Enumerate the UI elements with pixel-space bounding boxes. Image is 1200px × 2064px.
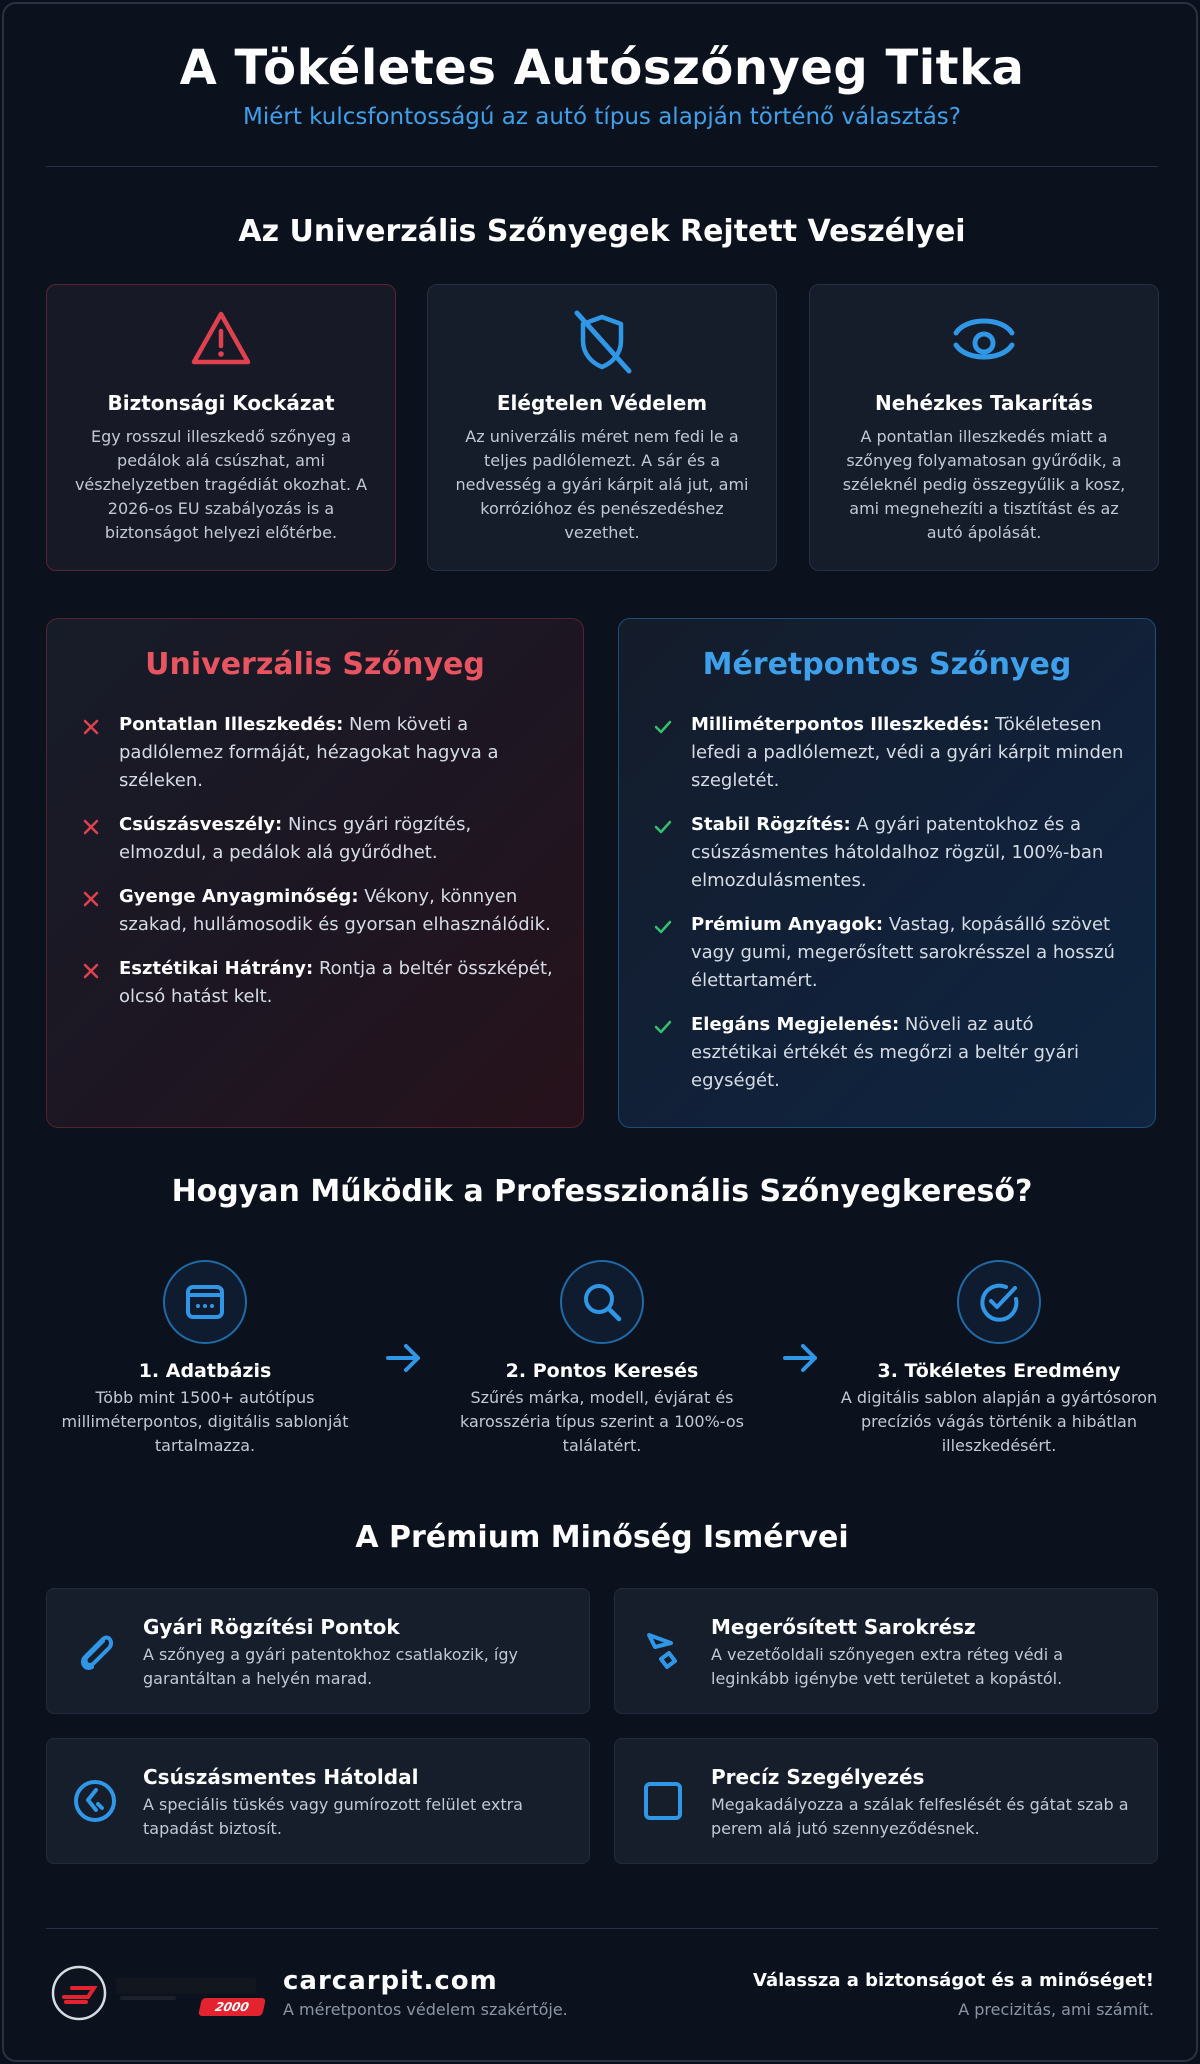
header-divider [46, 166, 1158, 167]
item-text: Vastag, kopásálló szövet vagy gumi, megerősített sarokrésszel a hosszú élettartamért. [691, 914, 1115, 991]
risk-card-protection [427, 284, 777, 571]
risk-text: A pontatlan illeszkedés miatt a szőnyeg folyamatosan gyűrődik, a széleknél pedig összegyűlik a kosz, ami megnehezíti a tisztítást és az autó ápolását. [842, 427, 1126, 542]
check-circle-icon [957, 1260, 1041, 1344]
arrow-right-icon [781, 1340, 821, 1380]
feature-text: Megakadályozza a szálak felfeslését és gátat szab a perem alá jutó szennyeződésnek. [711, 1795, 1129, 1838]
shield-off-icon [428, 309, 776, 373]
feature-title: Precíz Szegélyezés [711, 1765, 925, 1789]
search-icon [560, 1260, 644, 1344]
item-label: Milliméterpontos Illeszkedés: [691, 714, 990, 735]
feature-text: A vezetőoldali szőnyegen extra réteg védi a leginkább igénybe vett területet a kopástól. [711, 1645, 1064, 1688]
step-title: 2. Pontos Keresés [505, 1360, 699, 1382]
brand-tagline: A méretpontos védelem szakértője. [283, 2000, 568, 2019]
feature-title: Gyári Rögzítési Pontok [143, 1615, 400, 1639]
cross-icon [81, 717, 101, 737]
item-label: Csúszásveszély: [119, 814, 283, 835]
footer-divider [46, 1928, 1158, 1929]
risk-card-cleaning [809, 284, 1159, 571]
item-text: Vékony, könnyen szakad, hullámosodik és gyorsan elhasználódik. [119, 886, 551, 935]
custom-mat-list [653, 711, 1125, 1111]
process-section-title: Hogyan Működik a Professzionális Szőnyegkereső? [171, 1174, 1033, 1209]
page-subtitle: Miért kulcsfontosságú az autó típus alapján történő választás? [243, 104, 961, 130]
step-title: 1. Adatbázis [138, 1360, 272, 1382]
risk-text: Az univerzális méret nem fedi le a teljes padlólemezt. A sár és a nedvesség a gyári kárpit alá jut, ami korrózióhoz és penészedéshez vezethet. [455, 427, 749, 542]
item-label: Stabil Rögzítés: [691, 814, 851, 835]
logo-emblem [50, 1964, 108, 2022]
list-item [653, 811, 1125, 895]
list-item [653, 911, 1125, 995]
square-border-icon [639, 1777, 687, 1825]
warning-icon [47, 309, 395, 373]
item-label: Esztétikai Hátrány: [119, 958, 314, 979]
item-text: Tökéletesen lefedi a padlólemezt, védi a gyári kárpit minden szegletét. [691, 714, 1124, 791]
feature-card [614, 1738, 1158, 1864]
feature-card [46, 1738, 590, 1864]
database-icon [163, 1260, 247, 1344]
risk-title: Elégtelen Védelem [496, 391, 708, 415]
item-text: A gyári patentokhoz és a csúszásmentes hátoldalhoz rögzül, 100%-ban elmozdulásmentes. [691, 814, 1104, 891]
arrow-right-icon [384, 1340, 424, 1380]
list-item [653, 711, 1125, 795]
step-title: 3. Tökéletes Eredmény [877, 1360, 1121, 1382]
risks-section-title: Az Univerzális Szőnyegek Rejtett Veszélyei [238, 214, 966, 249]
list-item [81, 711, 553, 795]
feature-text: A speciális tüskés vagy gumírozott felület extra tapadást biztosít. [143, 1795, 523, 1838]
step-text: A digitális sablon alapján a gyártósoron precíziós vágás történik a hibátlan illeszkedésért. [840, 1388, 1158, 1455]
brand-name: carcarpit.com [283, 1966, 498, 1996]
page-title: A Tökéletes Autószőnyeg Titka [179, 40, 1025, 96]
item-text: Rontja a beltér összképét, olcsó hatást kelt. [119, 958, 553, 1007]
custom-mat-title: Méretpontos Szőnyeg [702, 647, 1072, 682]
feature-card [46, 1588, 590, 1714]
grip-icon [71, 1777, 119, 1825]
paperclip-icon [71, 1627, 119, 1675]
custom-mat-card [618, 618, 1156, 1128]
item-label: Gyenge Anyagminőség: [119, 886, 359, 907]
item-text: Növeli az autó esztétikai értékét és megőrzi a beltér gyári egységét. [691, 1014, 1080, 1091]
check-icon [653, 817, 673, 837]
risk-text: Egy rosszul illeszkedő szőnyeg a pedálok alá csúszhat, ami vészhelyzetben tragédiát okozhat. A 2026-os EU szabályozás is a biztonságot helyezi előtérbe. [74, 427, 368, 542]
feature-title: Megerősített Sarokrész [711, 1615, 976, 1639]
item-label: Pontatlan Illeszkedés: [119, 714, 344, 735]
list-item [81, 883, 553, 939]
infographic-page [2, 2, 1198, 2062]
logo-badge: 2000 [198, 1998, 266, 2016]
list-item [81, 955, 553, 1011]
step-text: Több mint 1500+ autótípus milliméterpontos, digitális sablonját tartalmazza. [61, 1388, 349, 1455]
check-icon [653, 717, 673, 737]
risk-card-safety [46, 284, 396, 571]
item-text: Nem követi a padlólemez formáját, hézagokat hagyva a széleken. [119, 714, 499, 791]
risk-title: Nehézkes Takarítás [875, 391, 1093, 415]
universal-mat-list [81, 711, 553, 1027]
feature-text: A szőnyeg a gyári patentokhoz csatlakozik, így garantáltan a helyén marad. [143, 1645, 518, 1688]
check-icon [653, 1017, 673, 1037]
footer-cta-sub: A precizitás, ami számít. [958, 2000, 1154, 2019]
footer-cta: Válassza a biztonságot és a minőséget! [753, 1970, 1154, 1991]
quality-section-title: A Prémium Minőség Ismérvei [355, 1520, 849, 1555]
cross-icon [81, 961, 101, 981]
feature-title: Csúszásmentes Hátoldal [143, 1765, 419, 1789]
item-text: Nincs gyári rögzítés, elmozdul, a pedálok alá gyűrődhet. [119, 814, 472, 863]
step-text: Szűrés márka, modell, évjárat és karosszéria típus szerint a 100%-os találatért. [460, 1388, 744, 1455]
item-label: Elegáns Megjelenés: [691, 1014, 900, 1035]
risk-title: Biztonsági Kockázat [107, 391, 335, 415]
eye-icon [810, 309, 1158, 373]
cross-icon [81, 817, 101, 837]
check-icon [653, 917, 673, 937]
universal-mat-title: Univerzális Szőnyeg [145, 647, 485, 682]
item-label: Prémium Anyagok: [691, 914, 884, 935]
heel-pad-icon [639, 1627, 687, 1675]
list-item [81, 811, 553, 867]
list-item [653, 1011, 1125, 1095]
cross-icon [81, 889, 101, 909]
universal-mat-card [46, 618, 584, 1128]
feature-card [614, 1588, 1158, 1714]
